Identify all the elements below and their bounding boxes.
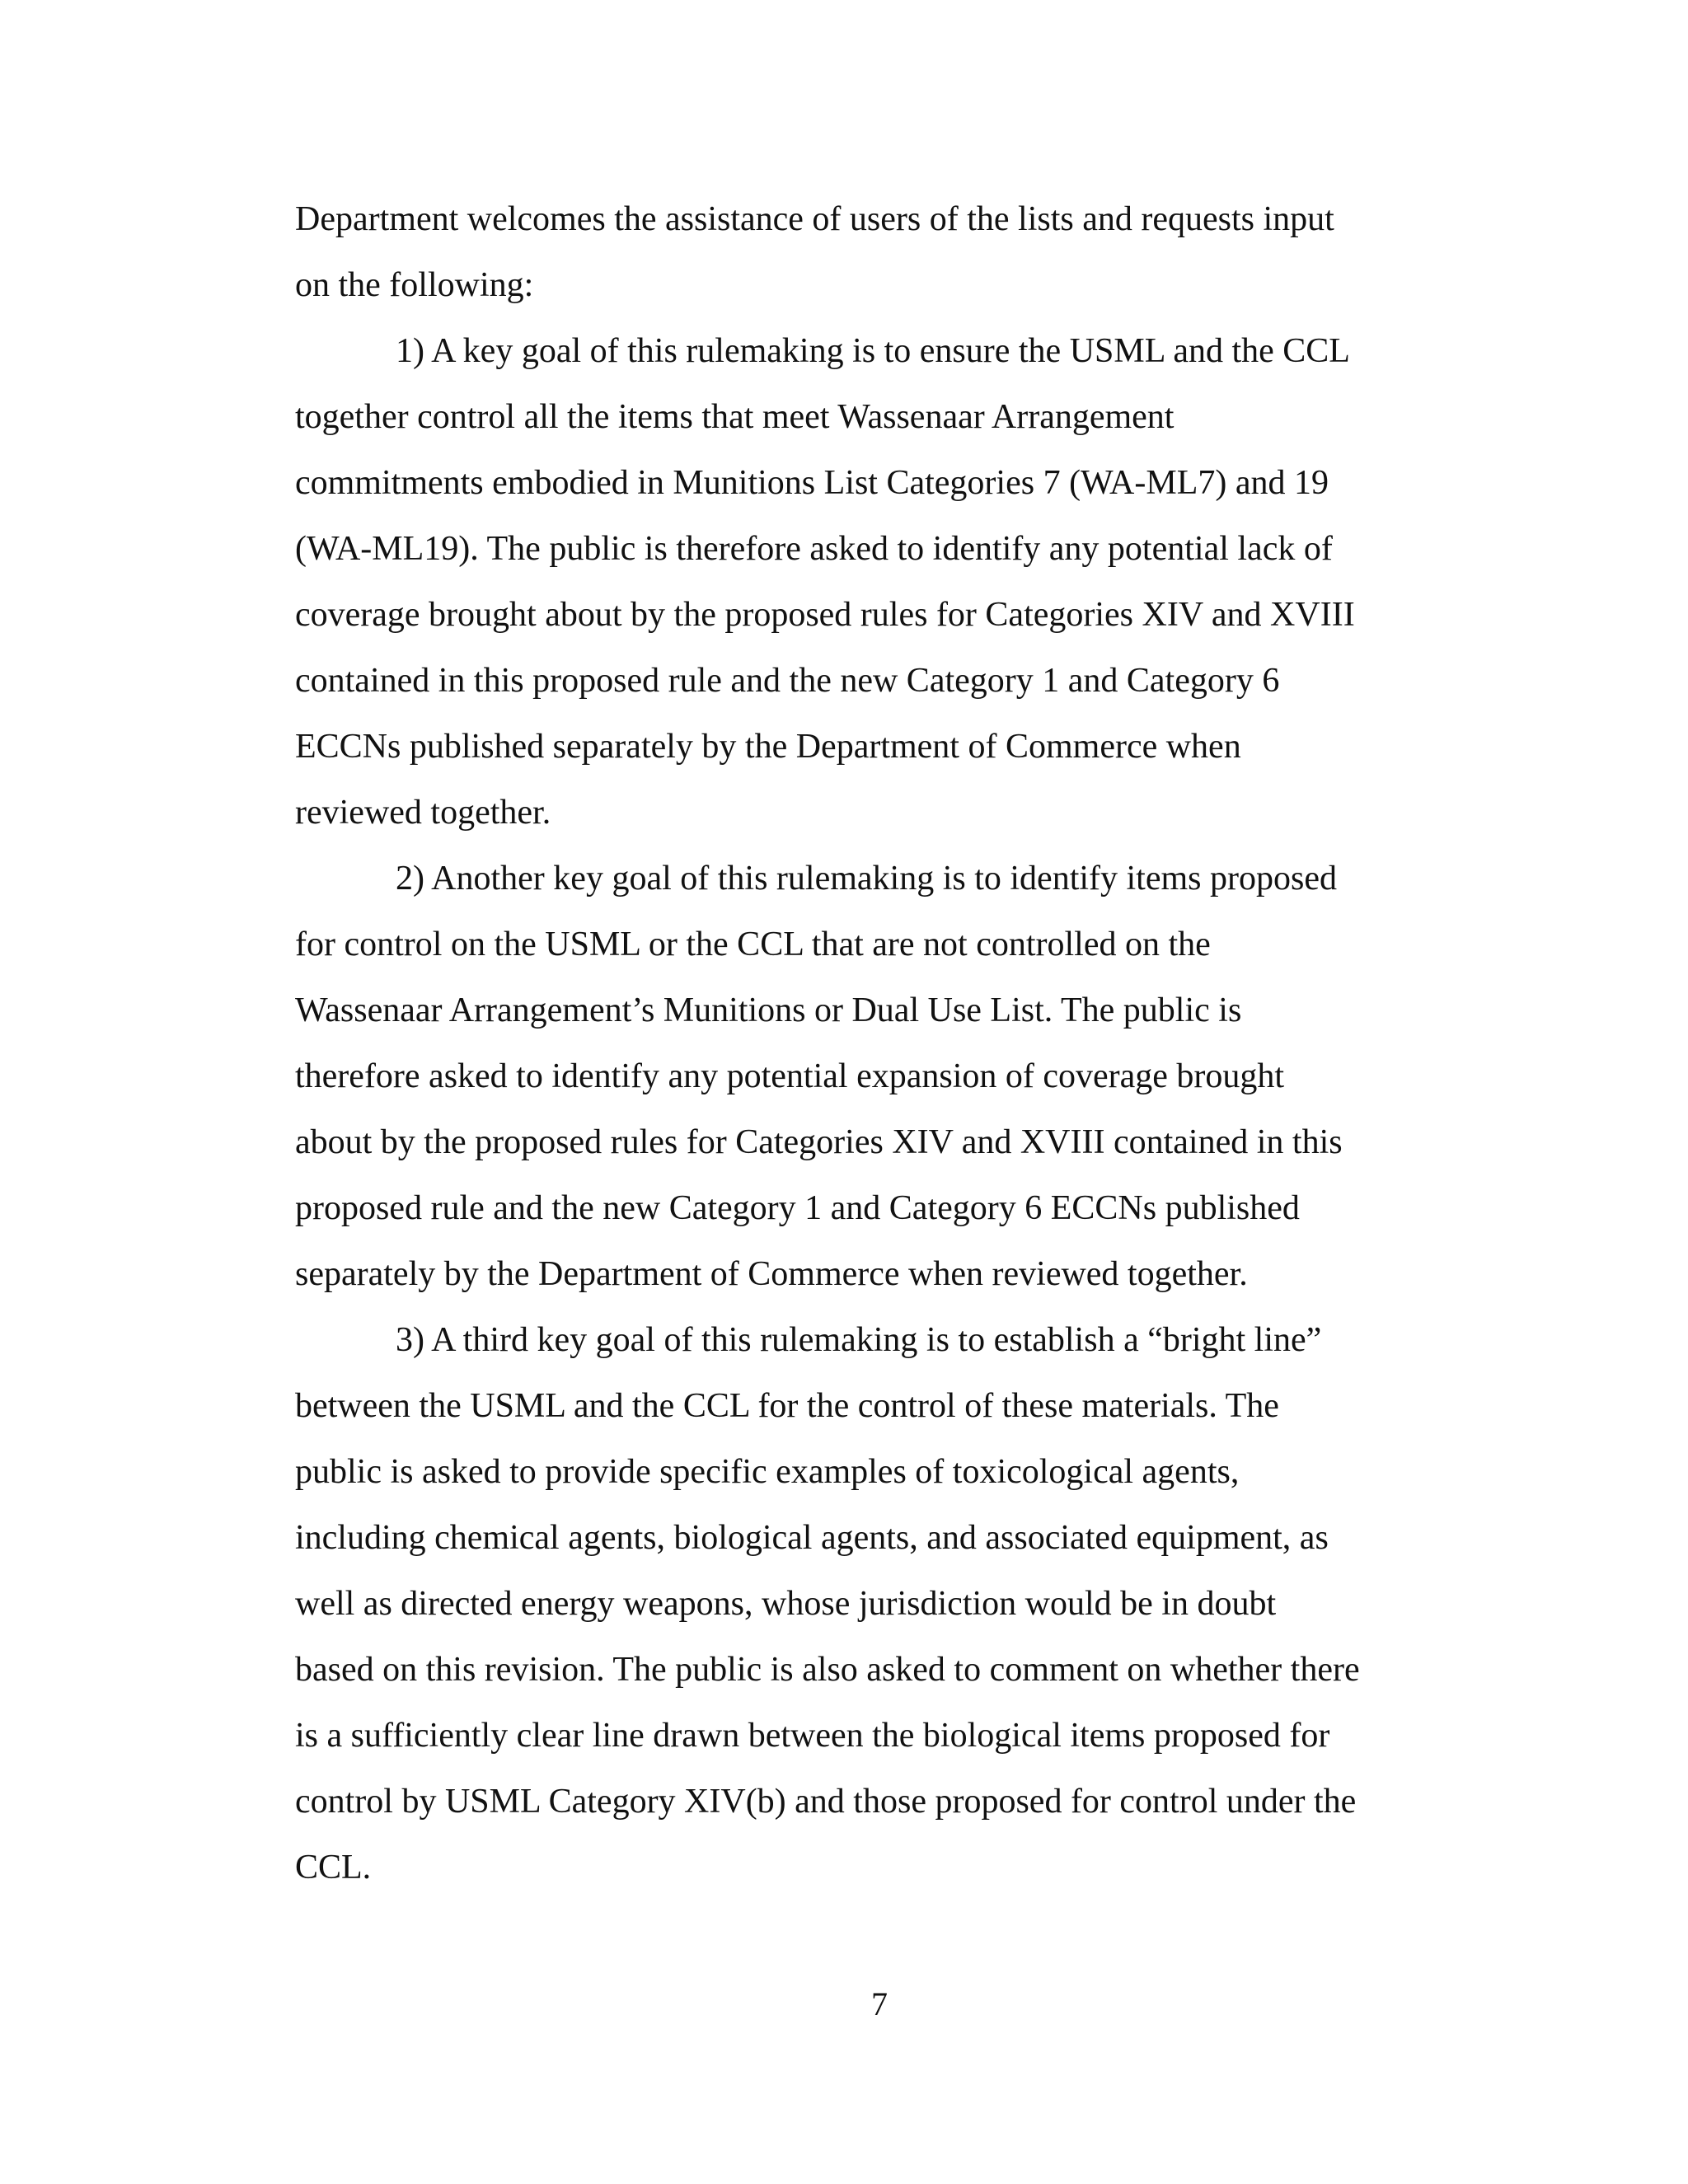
text-line: commitments embodied in Munitions List Categories 7 (WA-ML7) and 19 [295,464,1329,502]
text-line: including chemical agents, biological agents, and associated equipment, as [295,1519,1329,1557]
text-line: therefore asked to identify any potential expansion of coverage brought [295,1057,1285,1095]
body-text [295,186,1482,1900]
item-3-first-line: 3) A third key goal of this rulemaking is to establish a “bright line” [396,1321,1322,1359]
text-line: (WA-ML19). The public is therefore asked to identify any potential lack of [295,530,1333,568]
text-line: coverage brought about by the proposed rules for Categories XIV and XVIII [295,596,1355,634]
item-2-first-line: 2) Another key goal of this rulemaking is to identify items proposed [396,860,1337,898]
text-line: reviewed together. [295,794,551,832]
text-line: between the USML and the CCL for the control of these materials. The [295,1387,1279,1425]
text-line: Wassenaar Arrangement’s Munitions or Dual Use List. The public is [295,991,1242,1029]
text-line: about by the proposed rules for Categories XIV and XVIII contained in this [295,1123,1343,1161]
text-line: for control on the USML or the CCL that are not controlled on the [295,926,1211,963]
text-line: on the following: [295,266,534,304]
text-line: ECCNs published separately by the Department of Commerce when [295,728,1241,766]
text-line: contained in this proposed rule and the new Category 1 and Category 6 [295,662,1280,700]
text-line: Department welcomes the assistance of users of the lists and requests input [295,200,1334,238]
page-number: 7 [871,1985,888,2022]
text-line: separately by the Department of Commerce when reviewed together. [295,1255,1248,1293]
text-line: public is asked to provide specific examples of toxicological agents, [295,1453,1240,1491]
text-line: CCL. [295,1849,372,1886]
text-line: is a sufficiently clear line drawn between the biological items proposed for [295,1717,1330,1755]
text-line: well as directed energy weapons, whose jurisdiction would be in doubt [295,1585,1277,1623]
text-line: together control all the items that meet Wassenaar Arrangement [295,398,1175,436]
text-line: control by USML Category XIV(b) and those proposed for control under the [295,1783,1357,1821]
item-1-first-line: 1) A key goal of this rulemaking is to ensure the USML and the CCL [396,332,1350,370]
text-line: proposed rule and the new Category 1 and Category 6 ECCNs published [295,1189,1300,1227]
text-line: based on this revision. The public is also asked to comment on whether there [295,1651,1360,1689]
